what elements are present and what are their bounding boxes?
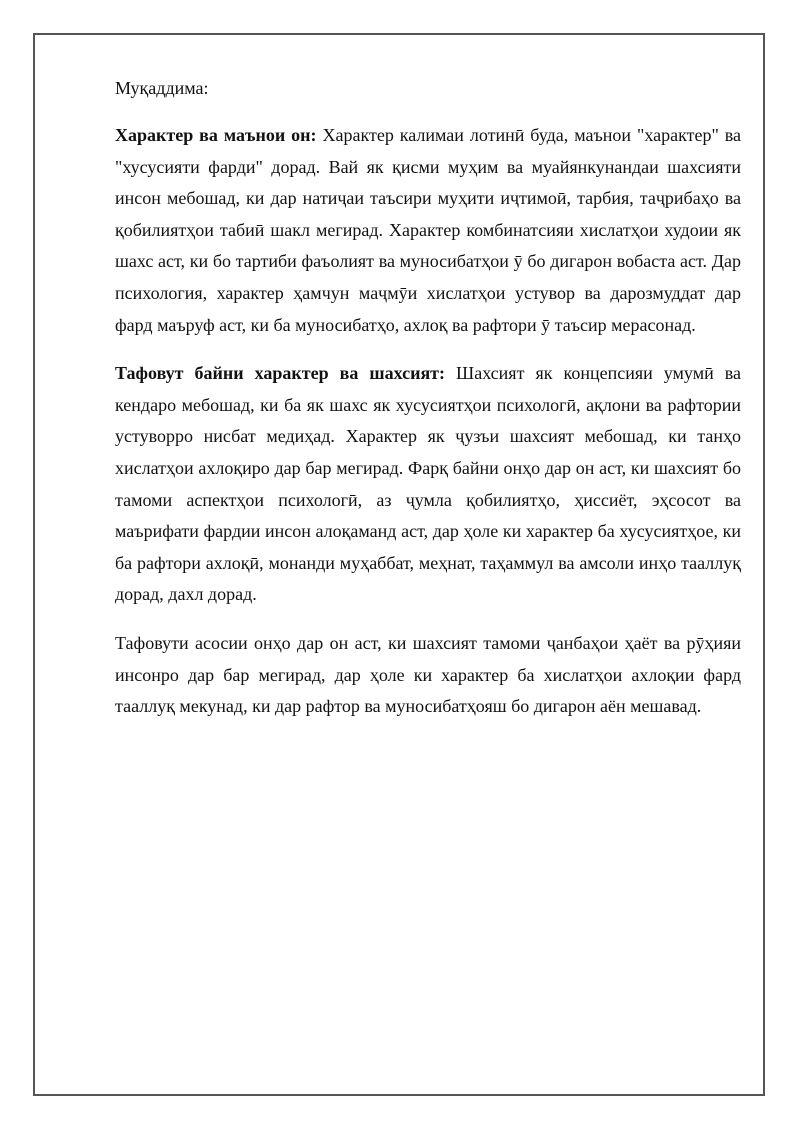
paragraph-text: Тафовути асосии онҳо дар он аст, ки шахсият тамоми ҷанбаҳои ҳаёт ва рӯҳияи инсонро дар бар мегирад, дар ҳоле ки характер ба хислатҳои ахлоқии фард тааллуқ мекунад, ки дар рафтор ва муносибатҳояш бо дигарон аён мешавад.: [115, 632, 741, 717]
paragraph-bold-lead: Тафовут байни характер ва шахсият:: [115, 363, 446, 384]
paragraph-text: Характер калимаи лотинӣ буда, маънои "характер" ва "хусусияти фарди" дорад. Вай як қисми муҳим ва муайянкунандаи шахсияти инсон мебошад, ки дар натиҷаи таъсири муҳити иҷтимоӣ, тарбия, таҷрибаҳо ва қобилиятҳои табиӣ шакл мегирад. Характер комбинатсияи хислатҳои худоии як шахс аст, ки бо тартиби фаъолият ва муносибатҳои ӯ бо дигарон вобаста аст. Дар психология, характер ҳамчун маҷмӯи хислатҳои устувор ва дарозмуддат дар фард маъруф аст, ки ба муносибатҳо, ахлоқ ва рафтори ӯ таъсир мерасонад.: [115, 125, 742, 335]
paragraph-main-difference: [115, 628, 741, 723]
paragraph-character-vs-personality: [115, 358, 741, 611]
document-body: [115, 72, 741, 740]
paragraph-character-meaning: [115, 120, 741, 341]
paragraph-text: Шахсият як концепсияи умумӣ ва кендаро мебошад, ки ба як шахс як хусусиятҳои психологӣ, ақлони ва рафтории устуворро нисбат медиҳад. Характер як ҷузъи шахсият мебошад, ки танҳо хислатҳои ахлоқиро дар бар мегирад. Фарқ байни онҳо дар он аст, ки шахсият бо тамоми аспектҳои психологӣ, аз ҷумла қобилиятҳо, ҳиссиёт, эҳсосот ва маърифати фардии инсон алоқаманд аст, дар ҳоле ки характер ба хусусиятҳое, ки ба рафтори ахлоқӣ, монанди муҳаббат, меҳнат, таҳаммул ва амсоли инҳо тааллуқ дорад, дахл дорад.: [115, 363, 741, 605]
paragraph-bold-lead: Характер ва маънои он:: [115, 125, 317, 145]
document-heading: Муқаддима:: [115, 78, 209, 98]
